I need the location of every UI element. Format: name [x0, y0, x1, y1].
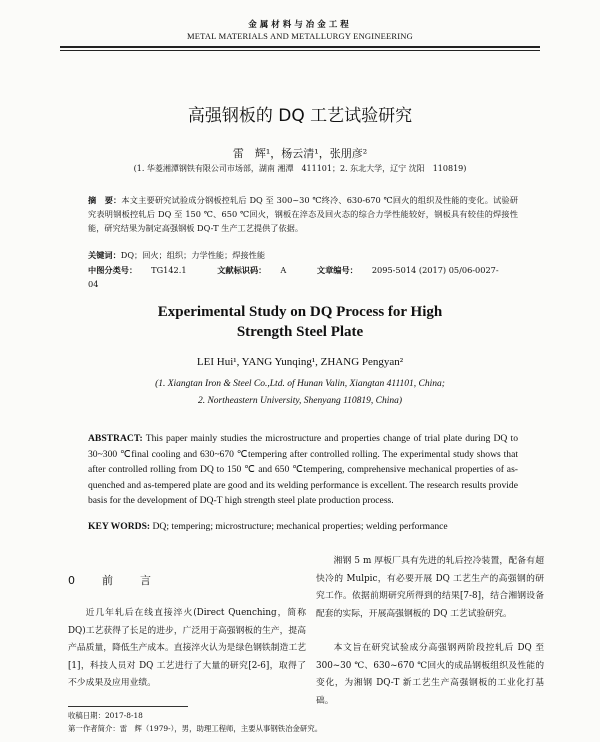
article-no-label: 文章编号：: [316, 265, 358, 275]
title-en-line2: Strength Steel Plate: [236, 324, 364, 340]
keywords-cn: [88, 248, 518, 262]
keywords-en-label: KEY WORDS:: [88, 521, 151, 532]
footnote-received: 收稿日期：2017-8-18: [68, 711, 143, 720]
affiliation-en-line1: (1. Xiangtan Iron & Steel Co.,Ltd. of Hunan Valin, Xiangtan 411101, China;: [155, 379, 445, 389]
abstract-cn-label: 摘 要：: [88, 195, 122, 205]
keywords-cn-text: DQ；回火；组织；力学性能；焊接性能: [120, 250, 266, 260]
intro-paragraph-right-1: 湘钢 5 m 厚板厂具有先进的轧后控冷装置，配备有超快冷的 Mulpic，有必要开展 DQ 工艺生产的高强钢的研究工作。依据前期研究所得到的结果[7-8]，结合湘钢设备配套的实际，开展高强钢板的 DQ 工艺试验研究。: [316, 556, 544, 619]
classification-line: [88, 263, 518, 291]
keywords-en-text: DQ; tempering; microstructure; mechanical properties; welding performance: [150, 521, 448, 532]
authors-cn: 雷 辉¹，杨云清¹，张朋彦²: [232, 147, 368, 160]
abstract-cn: [88, 193, 518, 235]
doc-code-value: A: [280, 265, 287, 275]
affiliation-cn: (1. 华菱湘潭钢铁有限公司市场部，湖南 湘潭 411101；2. 东北大学，辽宁 沈阳 110819): [133, 164, 467, 173]
clc-value: TG142.1: [151, 265, 187, 275]
footnote-author-bio: 第一作者简介：雷 辉（1979-），男，助理工程师，主要从事钢铁冶金研究。: [68, 724, 323, 733]
abstract-en: [88, 431, 518, 509]
journal-name-cn: 金属材料与冶金工程: [248, 20, 352, 30]
header-rule-thin: [60, 50, 540, 51]
affiliation-en: [0, 376, 600, 410]
authors-en: LEI Hui¹, YANG Yunqing¹, ZHANG Pengyan²: [196, 356, 404, 368]
intro-paragraph-left: 近几年轧后在线直接淬火(Direct Quenching，简称 DQ)工艺获得了长足的进步，广泛用于高强钢板的生产，提高产品质量，降低生产成本。直接淬火认为是绿色钢铁制造工艺[1]，科技人员对 DQ 工艺进行了大量的研究[2-6]，取得了不少成果及应用业绩。: [68, 608, 306, 688]
title-en: [0, 302, 600, 342]
intro-paragraph-right-2: 本文旨在研究试验成分高强钢两阶段控轧后 DQ 至 300~30 ℃、630~670 ℃回火的成品钢板组织及性能的变化，为湘钢 DQ-T 新工艺生产高强钢板的工业化打基础。: [316, 643, 544, 706]
title-en-line1: Experimental Study on DQ Process for High: [157, 304, 443, 320]
keywords-cn-label: 关键词：: [88, 250, 121, 260]
clc-label: 中图分类号：: [88, 265, 138, 275]
title-cn: 高强钢板的 DQ 工艺试验研究: [187, 106, 413, 126]
header-rule: [60, 46, 540, 48]
journal-name-en: METAL MATERIALS AND METALLURGY ENGINEERING: [187, 31, 413, 41]
section-heading: 0 前 言: [68, 574, 159, 587]
doc-code-label: 文献标识码：: [217, 265, 267, 275]
article-no-value: 2095-5014 (2017) 05/06-0027-04: [88, 265, 499, 289]
abstract-cn-text: 本文主要研究试验成分钢板控轧后 DQ 至 300~30 ℃终冷、630-670 ℃回火的组织及性能的变化。试验研究表明钢板控轧后 DQ 至 150 ℃、650 ℃回火，钢板在淬态及回火态的综合力学性能较好，钢板具有较佳的焊接性能，研究结果为制定高强钢板 DQ-T 生产工艺提供了依据。: [88, 195, 518, 233]
affiliation-en-line2: 2. Northeastern University, Shenyang 110819, China): [197, 396, 403, 406]
abstract-en-text: This paper mainly studies the microstructure and properties change of trial plate during DQ to 30~300 ℃final cooling and 630~670 ℃tempering after controlled rolling. The experimental study shows that after controlled rolling from DQ to 150 ℃ and 650 ℃tempering, comprehensive mechanical properties of as-quenched and as-tempered plate are good and its welding performance is excellent. The research results provide basis for the development of DQ-T high strength steel plate production process.: [88, 433, 518, 507]
footnote-rule: [68, 706, 188, 707]
abstract-en-label: ABSTRACT:: [88, 433, 143, 444]
keywords-en: [88, 520, 518, 534]
